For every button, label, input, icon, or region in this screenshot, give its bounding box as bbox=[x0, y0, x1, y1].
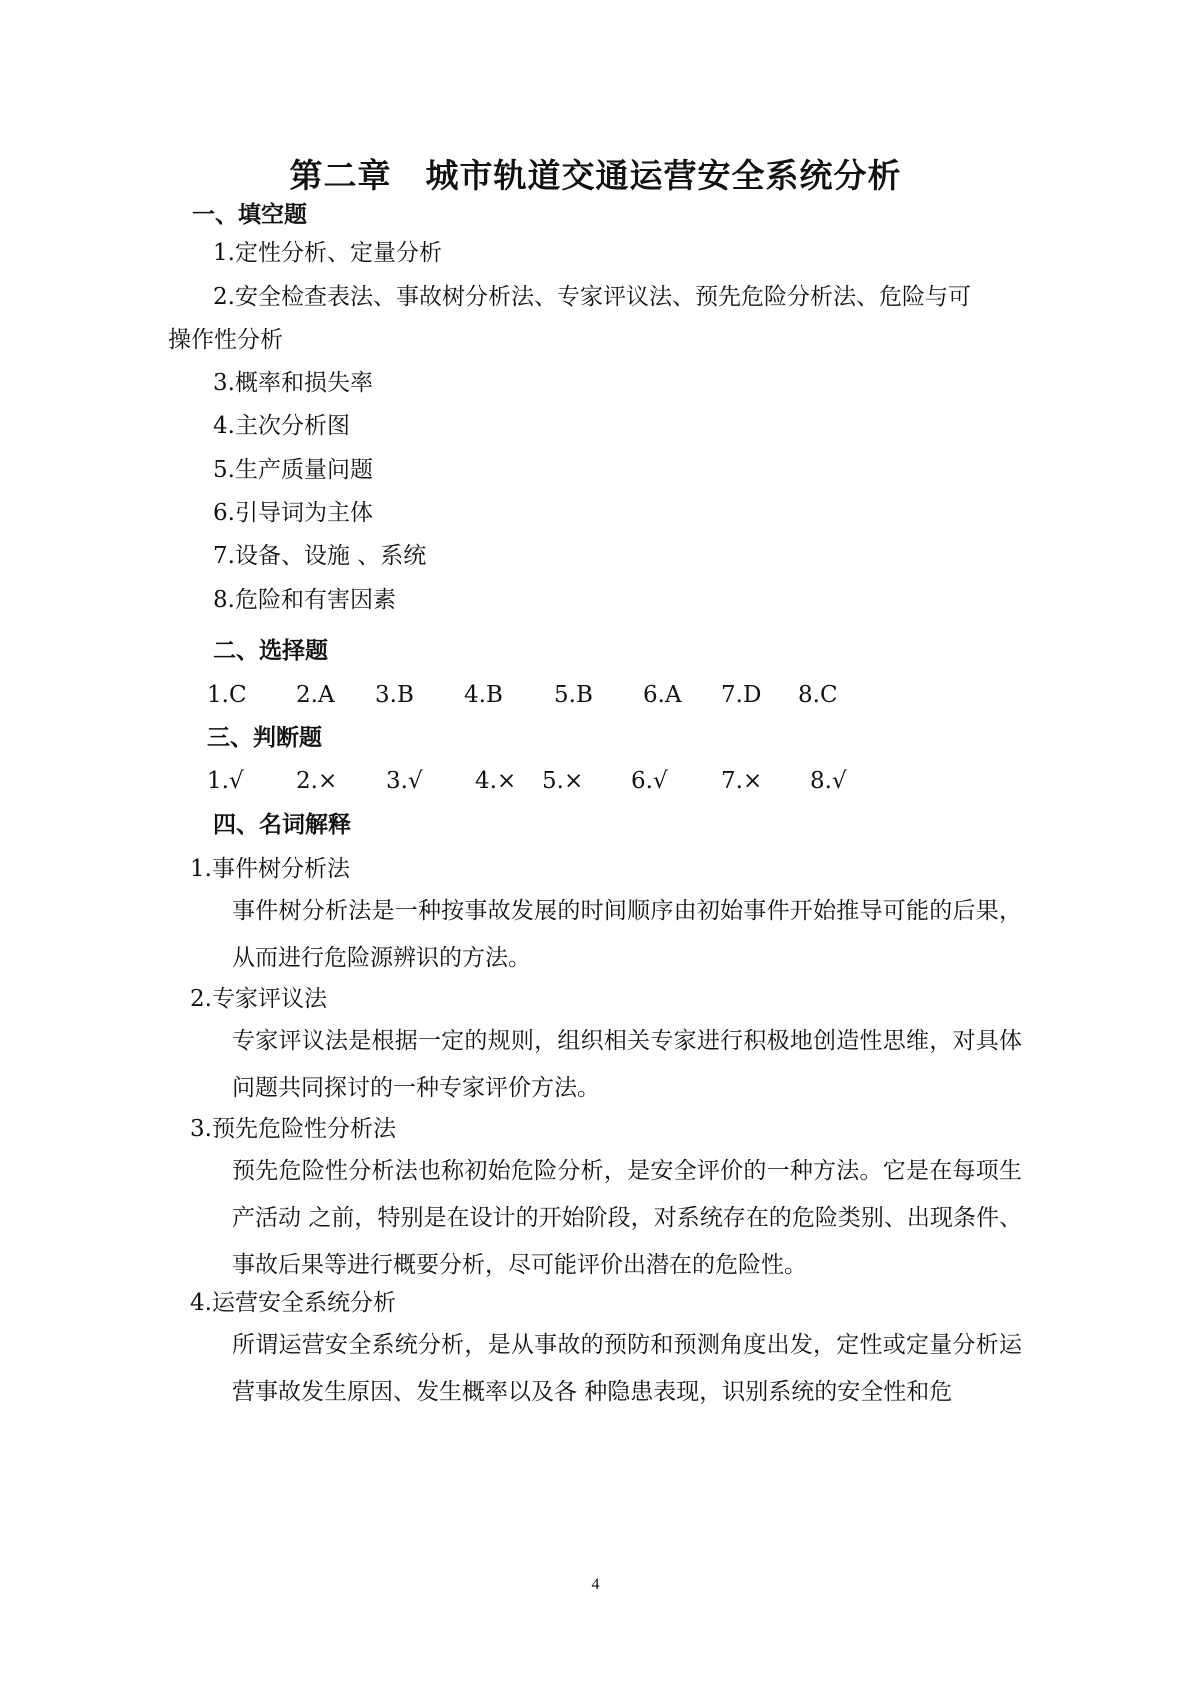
fill-blank-item: 1.定性分析、定量分析 bbox=[213, 240, 442, 266]
fill-blank-item: 4.主次分析图 bbox=[213, 413, 350, 439]
term-definition: 专家评议法是根据一定的规则，组织相关专家进行积极地创造性思维，对具体问题共同探讨的一种专家评价方法。 bbox=[232, 1028, 1022, 1101]
term-title: 1.事件树分析法 bbox=[190, 856, 350, 882]
section-heading-true-false: 三、判断题 bbox=[207, 724, 322, 751]
choice-answer: 7.D bbox=[721, 682, 762, 708]
section-heading-multiple-choice: 二、选择题 bbox=[213, 637, 328, 664]
judgement-answer: 3.√ bbox=[386, 768, 423, 794]
choice-answer: 1.C bbox=[207, 682, 247, 708]
judgement-answer: 7.× bbox=[721, 768, 763, 794]
judgement-answer: 1.√ bbox=[207, 768, 244, 794]
fill-blank-item: 5.生产质量问题 bbox=[213, 457, 373, 483]
fill-blank-item: 8.危险和有害因素 bbox=[213, 587, 396, 613]
judgement-answer: 5.× bbox=[542, 768, 584, 794]
choice-answer: 8.C bbox=[798, 682, 838, 708]
choice-answer: 4.B bbox=[464, 682, 503, 708]
term-definition: 预先危险性分析法也称初始危险分析，是安全评价的一种方法。它是在每项生产活动 之前，特别是在设计的开始阶段，对系统存在的危险类别、出现条件、事故后果等进行概要分析，尽可能评价出潜在的危险性。 bbox=[232, 1158, 1022, 1278]
fill-blank-item: 7.设备、设施 、系统 bbox=[213, 543, 427, 569]
judgement-answer: 2.× bbox=[296, 768, 338, 794]
judgement-answer: 8.√ bbox=[810, 768, 847, 794]
chapter-title: 第二章 城市轨道交通运营安全系统分析 bbox=[289, 156, 902, 195]
term-title: 3.预先危险性分析法 bbox=[190, 1116, 396, 1142]
term-definition: 事件树分析法是一种按事故发展的时间顺序由初始事件开始推导可能的后果，从而进行危险源辨识的方法。 bbox=[232, 898, 1022, 971]
fill-blank-item-continuation: 操作性分析 bbox=[168, 327, 283, 353]
judgement-answer: 4.× bbox=[475, 768, 517, 794]
term-title: 2.专家评议法 bbox=[190, 986, 327, 1012]
term-definition: 所谓运营安全系统分析，是从事故的预防和预测角度出发，定性或定量分析运营事故发生原因、发生概率以及各 种隐患表现，识别系统的安全性和危 bbox=[232, 1332, 1022, 1405]
choice-answer: 2.A bbox=[296, 682, 335, 708]
page-number: 4 bbox=[591, 1576, 600, 1593]
fill-blank-item: 3.概率和损失率 bbox=[213, 370, 373, 396]
choice-answer: 5.B bbox=[554, 682, 593, 708]
fill-blank-item: 6.引导词为主体 bbox=[213, 500, 373, 526]
section-heading-terms: 四、名词解释 bbox=[213, 811, 351, 838]
fill-blank-item: 2.安全检查表法、事故树分析法、专家评议法、预先危险分析法、危险与可 bbox=[213, 284, 971, 310]
choice-answer: 6.A bbox=[643, 682, 682, 708]
term-title: 4.运营安全系统分析 bbox=[190, 1290, 396, 1316]
section-heading-fill-blank: 一、填空题 bbox=[192, 201, 307, 228]
judgement-answer: 6.√ bbox=[631, 768, 668, 794]
choice-answer: 3.B bbox=[375, 682, 414, 708]
